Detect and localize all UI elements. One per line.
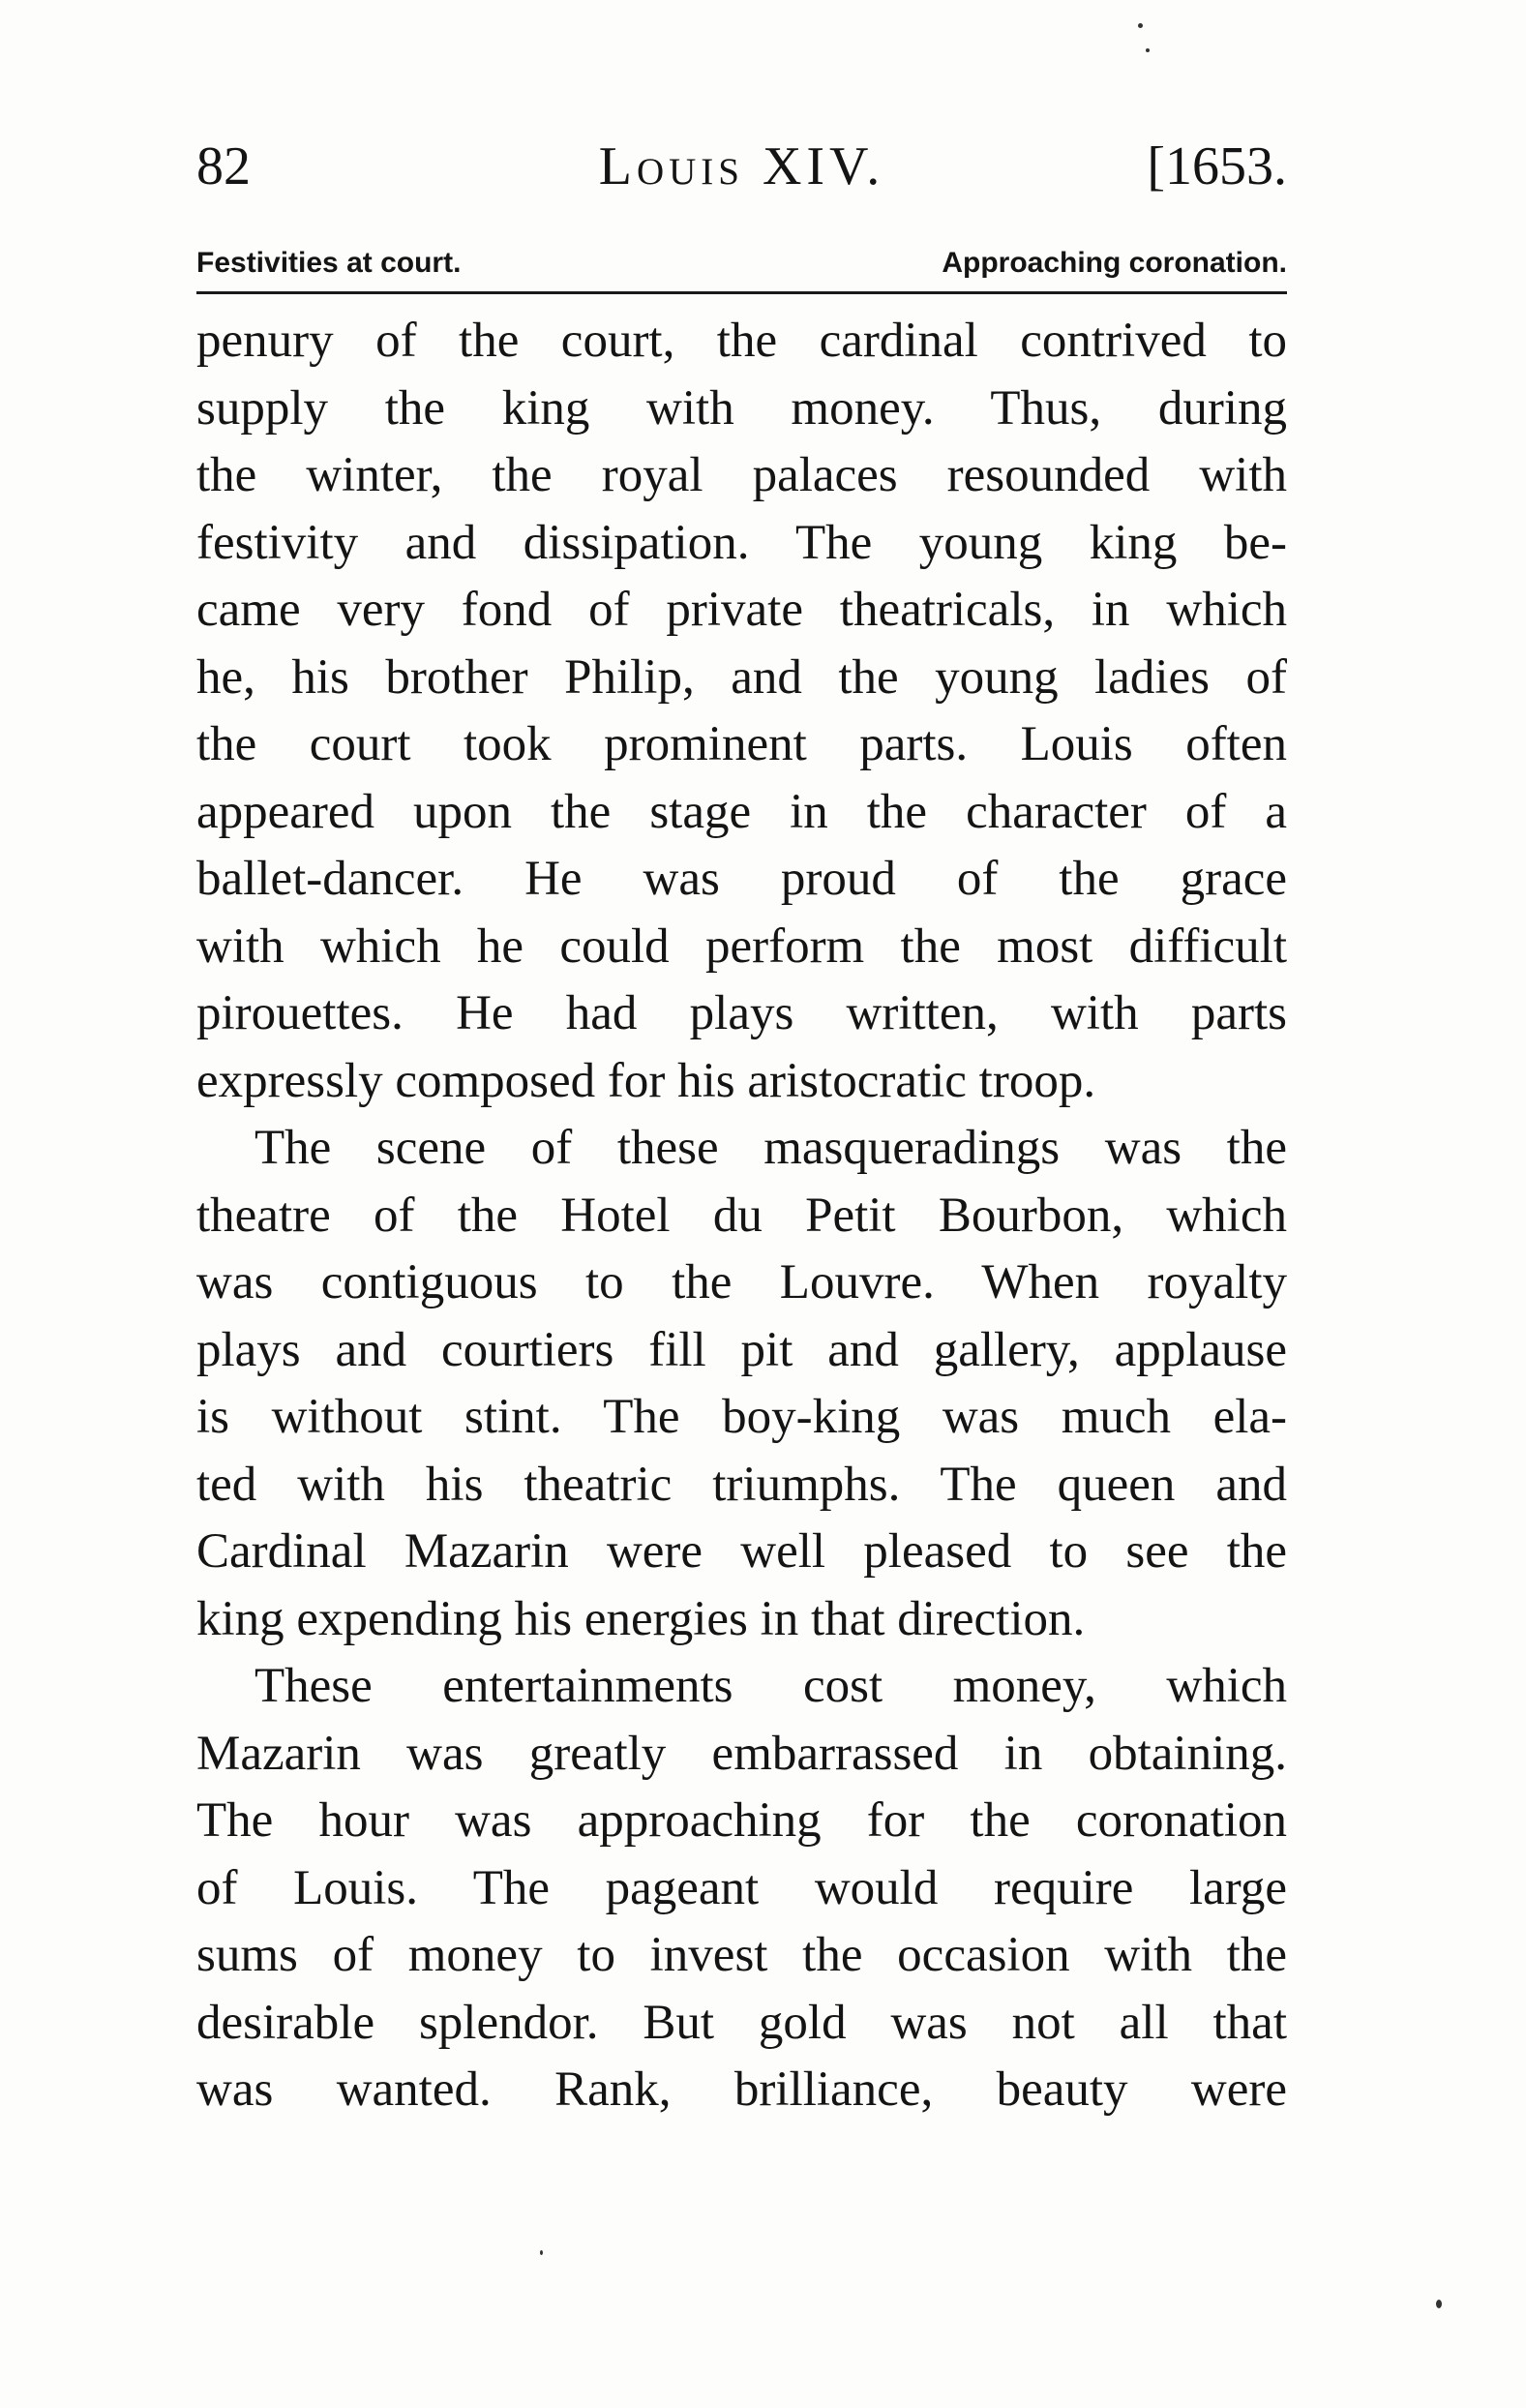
- text-line: plays and courtiers fill pit and gallery, applause: [196, 1322, 1287, 1377]
- text-line: he, his brother Philip, and the young ladies of: [196, 649, 1287, 705]
- text-line: The scene of these masqueradings was the: [254, 1121, 1287, 1175]
- scan-speck: [1436, 2300, 1442, 2308]
- text-line: These entertainments cost money, which: [254, 1659, 1287, 1713]
- text-line: with which he could perform the most difficult: [196, 918, 1287, 974]
- text-line: desirable splendor. But gold was not all that: [196, 1995, 1287, 2050]
- subheading-right: Approaching coronation.: [942, 247, 1287, 279]
- text-line: penury of the court, the cardinal contrived to: [196, 314, 1287, 368]
- text-line: The hour was approaching for the coronation: [196, 1793, 1287, 1848]
- text-line: festivity and dissipation. The young king be-: [196, 515, 1287, 570]
- text-line: ballet-dancer. He was proud of the grace: [196, 852, 1287, 906]
- year-marker: [1653.: [1147, 136, 1287, 196]
- text-line: supply the king with money. Thus, during: [196, 380, 1287, 436]
- text-line: Mazarin was greatly embarrassed in obtaining.: [196, 1726, 1287, 1781]
- text-line: king expending his energies in that direction.: [196, 1591, 1086, 1646]
- paragraph: [196, 1653, 1287, 2124]
- page-number: 82: [196, 136, 251, 196]
- text-line: came very fond of private theatricals, in which: [196, 583, 1287, 637]
- text-line: was wanted. Rank, brilliance, beauty were: [196, 2062, 1287, 2117]
- text-line: Cardinal Mazarin were well pleased to see the: [196, 1524, 1287, 1579]
- text-line: was contiguous to the Louvre. When royalty: [196, 1255, 1287, 1309]
- text-line: sums of money to invest the occasion with the: [196, 1928, 1287, 1982]
- scan-speck: [540, 2250, 543, 2255]
- text-line: appeared upon the stage in the character of a: [196, 784, 1287, 839]
- text-line: theatre of the Hotel du Petit Bourbon, which: [196, 1188, 1287, 1243]
- paragraph: [196, 1115, 1287, 1653]
- book-title: Louis XIV.: [598, 136, 885, 196]
- text-line: of Louis. The pageant would require large: [196, 1860, 1287, 1915]
- text-line: pirouettes. He had plays written, with parts: [196, 986, 1287, 1040]
- text-line: is without stint. The boy-king was much ela-: [196, 1390, 1287, 1444]
- text-line: the court took prominent parts. Louis often: [196, 717, 1287, 771]
- running-head: [196, 128, 1287, 205]
- section-subheadings: [196, 242, 1287, 285]
- scan-speck: [1146, 48, 1150, 52]
- body-text: [196, 308, 1287, 2124]
- text-line: ted with his theatric triumphs. The queen and: [196, 1457, 1287, 1512]
- subheading-left: Festivities at court.: [196, 247, 462, 279]
- scan-speck: [1138, 23, 1143, 28]
- paragraph: [196, 308, 1287, 1115]
- header-rule: [196, 291, 1287, 294]
- text-line: expressly composed for his aristocratic troop.: [196, 1053, 1096, 1108]
- text-line: the winter, the royal palaces resounded with: [196, 448, 1287, 502]
